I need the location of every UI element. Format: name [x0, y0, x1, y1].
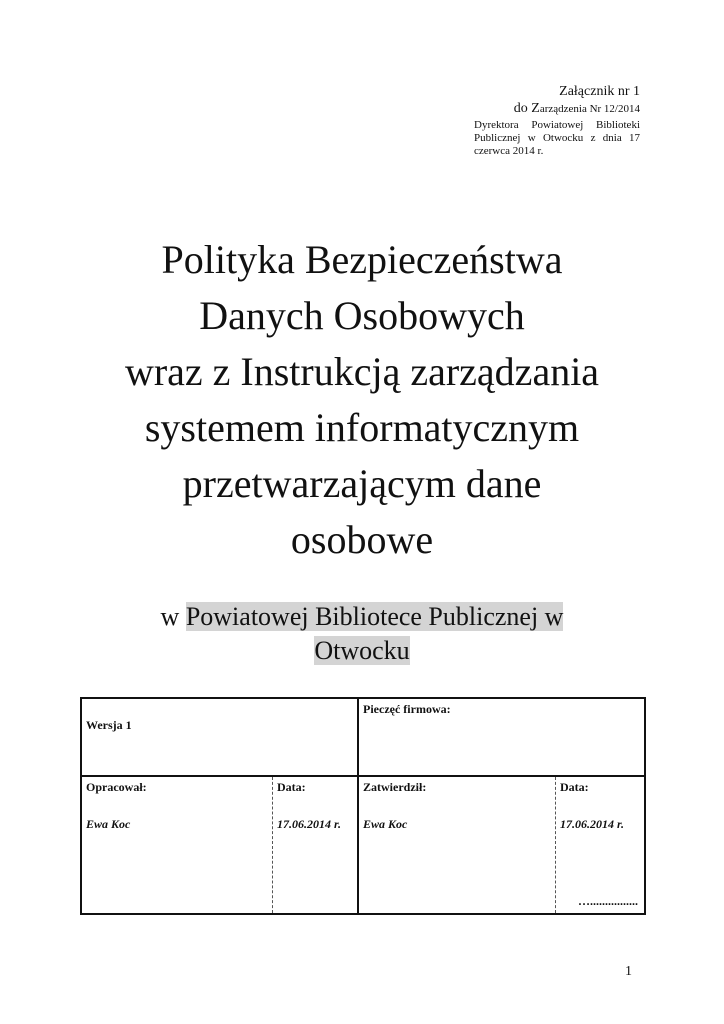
annex-note [474, 84, 640, 158]
stamp-label: Pieczęć firmowa: [363, 702, 451, 716]
title-line: systemem informatycznym [144, 405, 580, 450]
version-label: Wersja 1 [86, 718, 132, 732]
annex-reference-number: arządzenia Nr 12/2014 [539, 102, 640, 115]
page-number: 1 [625, 964, 632, 979]
title-line: przetwarzającym dane [182, 461, 542, 506]
title-line: osobowe [290, 517, 434, 562]
approved-value: Ewa Koc [363, 817, 408, 831]
approved-cell [358, 776, 556, 914]
prepared-label: Opracował: [86, 780, 147, 794]
date-label: Data: [277, 780, 306, 794]
prepared-cell [81, 776, 273, 914]
date-cell [273, 776, 359, 914]
approval-date-cell [556, 776, 646, 914]
signature-line: …................ [578, 894, 638, 908]
version-cell [81, 698, 358, 776]
approved-label: Zatwierdził: [363, 780, 427, 794]
annex-reference [474, 101, 640, 118]
prepared-value: Ewa Koc [86, 817, 131, 831]
annex-reference-prefix: do Z [513, 100, 540, 116]
subtitle-highlight: Powiatowej Bibliotece Publicznej w [185, 602, 564, 631]
date-value: 17.06.2014 r. [277, 817, 342, 831]
approval-table [80, 697, 646, 915]
title-line: wraz z Instrukcją zarządzania [124, 349, 600, 394]
title-line: Danych Osobowych [199, 293, 525, 338]
document-subtitle [0, 600, 724, 668]
date-label: Data: [560, 780, 589, 794]
date-value: 17.06.2014 r. [560, 817, 625, 831]
subtitle-highlight: Otwocku [314, 636, 410, 665]
document-title [0, 232, 724, 568]
title-line: Polityka Bezpieczeństwa [161, 237, 563, 282]
stamp-cell [358, 698, 645, 776]
subtitle-prefix: w [160, 602, 186, 631]
annex-issuer: Dyrektora Powiatowej Biblioteki Publicznej w Otwocku z dnia 17 czerwca 2014 r. [474, 118, 640, 157]
annex-title: Załącznik nr 1 [559, 84, 640, 99]
